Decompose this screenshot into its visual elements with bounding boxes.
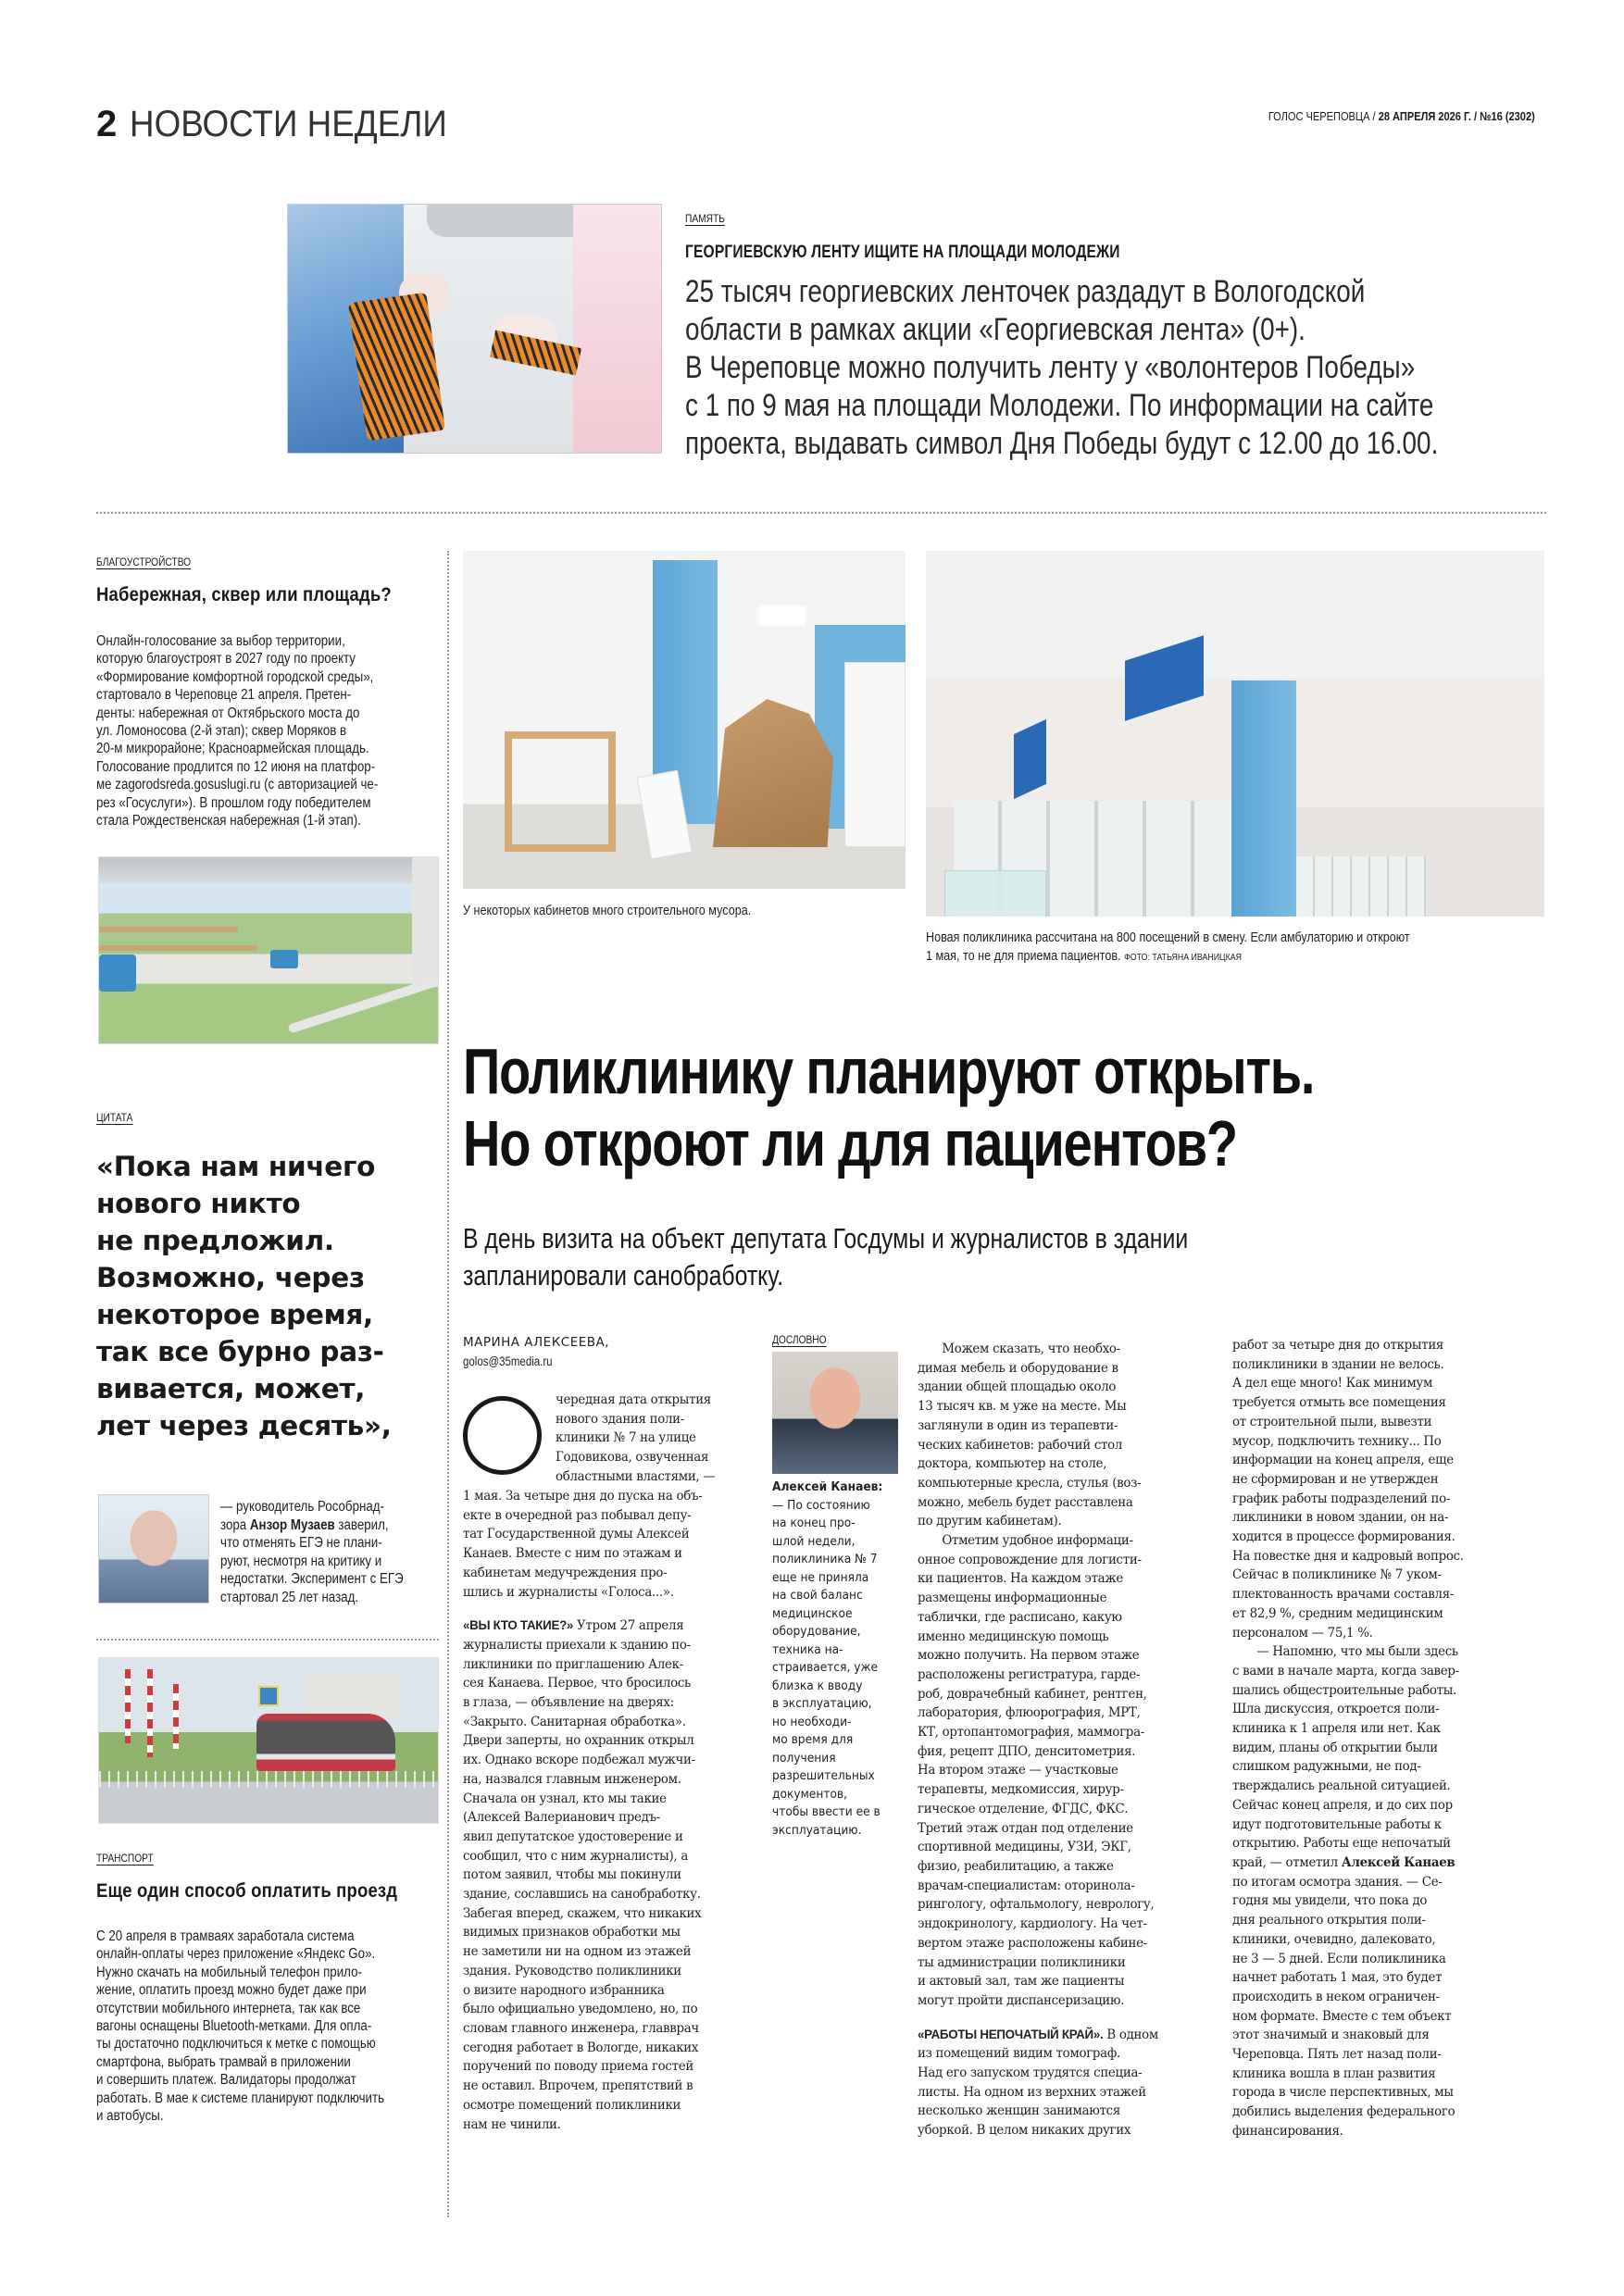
text-line: и актовый зал, там же пациенты (918, 1974, 1125, 1990)
subsection-kicker: «РАБОТЫ НЕПОЧАТЫЙ КРАЙ». (918, 2027, 1104, 2042)
crosswalk-sign (258, 1686, 279, 1706)
tram-photo (98, 1657, 439, 1824)
issue-info: 28 АПРЕЛЯ 2026 Г. / №16 (2302) (1378, 109, 1535, 123)
text-line: 13 тысяч кв. м уже на месте. Мы (918, 1399, 1127, 1415)
drop-cap-letter-o (463, 1396, 542, 1475)
text-line: шлись и журналисты «Голоса...». (463, 1584, 674, 1600)
text-line: по другим кабинетам). (918, 1514, 1062, 1529)
car-background (427, 205, 593, 237)
text-line: фия, рецепт ДПО, денситометрия. (918, 1743, 1136, 1759)
quote-line: не предложил. (96, 1225, 334, 1256)
food-truck (270, 950, 298, 968)
quote-line: получения (772, 1751, 836, 1766)
rubric-verbatim: ДОСЛОВНО (772, 1333, 827, 1346)
body-line: денты: набережная от Октябрьского моста до (96, 705, 360, 721)
clinic-reception-photo (926, 551, 1544, 917)
text-line: лаборатория, флюорография, МРТ, (918, 1705, 1141, 1721)
article-column-4 (1232, 1336, 1464, 2141)
fence (99, 1771, 438, 1788)
quote-line: Возможно, через (96, 1262, 365, 1293)
text-line: гическое отделение, ФГДС, ФКС. (918, 1801, 1129, 1816)
page-number: 2 (96, 104, 117, 144)
bridge-pillar (412, 857, 438, 987)
verbatim-quote (772, 1479, 882, 1840)
caption-text: 1 мая, то не для приема пациентов. (926, 948, 1121, 964)
quote-line: вивается, может, (96, 1373, 366, 1404)
text-line: открытию. Работы еще непочатый (1232, 1836, 1451, 1852)
text-line: видимых признаков обработки мы (463, 1925, 681, 1940)
text-line: таблички, где расписано, какую (918, 1609, 1122, 1625)
text-line: клиника к 1 апреля или нет. Как (1232, 1721, 1441, 1737)
text-line: Забегая вперед, скажем, что никаких (463, 1905, 702, 1921)
direction-sign (1014, 719, 1046, 799)
top-news-lead (685, 273, 1439, 463)
section-divider (96, 512, 1546, 514)
body-line: 20-м микрорайоне; Красноармейская площадь. (96, 741, 369, 757)
text-line: нам не чинили. (463, 2116, 561, 2132)
glass-cabinets (1296, 856, 1426, 917)
text-line: «Закрыто. Санитарная обработка». (463, 1714, 686, 1729)
text-line: не заметили ни на одном из этажей (463, 1944, 692, 1960)
text-line: На втором этаже — участковые (918, 1763, 1118, 1778)
body-line: и автобусы. (96, 2108, 164, 2125)
text-line: видим, планы об открытии были (1232, 1740, 1438, 1755)
quote-line: некоторое время, (96, 1299, 373, 1330)
quote-line: на конец про- (772, 1516, 856, 1530)
quote-line: — По состоянию (772, 1498, 870, 1513)
building (307, 1672, 400, 1718)
body-line: онлайн-оплаты через приложение «Яндекс Go». (96, 1946, 376, 1963)
blue-column (1231, 680, 1296, 917)
rubric-improvement: БЛАГОУСТРОЙСТВО (96, 555, 192, 568)
text-line: уборкой. В целом никаких других (918, 2123, 1131, 2139)
quote-line: близка к вводу (772, 1678, 863, 1693)
construction-debris-photo (463, 551, 906, 889)
text-line: Отметим удобное информаци- (942, 1533, 1133, 1549)
door (844, 662, 906, 847)
text-line (1232, 1853, 1464, 1873)
quote-line: оборудование, (772, 1625, 861, 1639)
text-line: несколько женщин занимаются (918, 2103, 1121, 2119)
text-line: в глаза, — объявление на дверях: (463, 1695, 674, 1711)
text-line: рингологу, офтальмологу, неврологу, (918, 1897, 1155, 1913)
text-line: КТ, ортопантомография, маммогра- (918, 1725, 1144, 1741)
rubric-quote: ЦИТАТА (96, 1111, 133, 1124)
text-line: идут подготовительные работы к (1232, 1816, 1442, 1832)
text-line: 1 мая. За четыре дня до пуска на объ- (463, 1489, 703, 1504)
quote-line: мо время для (772, 1733, 854, 1747)
text-line: именно медицинскую помощь (918, 1628, 1109, 1644)
text-line: здании общей площадью около (918, 1379, 1117, 1395)
attribution-line: руют, несмотря на критику и (220, 1553, 382, 1569)
quote-line: поликлиника № 7 (772, 1553, 878, 1566)
chimney (125, 1669, 131, 1743)
attribution-line: что отменять ЕГЭ не плани- (220, 1535, 382, 1551)
text-line: сея Канаева. Первое, что бросилось (463, 1676, 691, 1691)
text-line: А дел еще много! Как минимум (1232, 1376, 1433, 1391)
chimney (173, 1684, 179, 1749)
body-line: отсутствии мобильного интернета, так как все (96, 2000, 361, 2016)
text-line: размещены информационные (918, 1591, 1107, 1606)
text-line: из помещений видим томограф. (918, 2046, 1120, 2062)
photo1-caption: У некоторых кабинетов много строительного мусора. (463, 903, 752, 918)
text-line: ет 82,9 %, средним медицинским (1232, 1605, 1443, 1621)
text-fragment: Утром 27 апреля (573, 1618, 684, 1634)
text-line: можно получить. На первом этаже (918, 1648, 1140, 1664)
text-line: Сначала он узнал, кто мы такие (463, 1791, 667, 1806)
quote-line: в эксплуатацию, (772, 1697, 872, 1711)
text-line: не оставил. Впрочем, препятствий в (463, 2078, 693, 2094)
speaker-name: Алексей Канаев (1341, 1854, 1455, 1870)
text-line: годня мы увидели, что пока до (1232, 1893, 1428, 1909)
text-line: спортивной медицины, УЗИ, ЭКГ, (918, 1840, 1131, 1855)
transport-title: Еще один способ оплатить проезд (96, 1880, 398, 1902)
quote-line: на свой баланс (772, 1589, 863, 1603)
lead-line: В Череповце можно получить ленту у «волонтеров Победы» (685, 350, 1416, 385)
text-line: сообщил, что с ним журналисты), а (463, 1848, 689, 1864)
text-line: Двери заперты, но охранник открыл (463, 1733, 694, 1749)
text-line: здания. Руководство поликлиники (463, 1963, 681, 1978)
paragraph-gap (463, 1602, 702, 1616)
ribbon-photo (287, 204, 662, 454)
text-line: требуется отмыть все помещения (1232, 1395, 1446, 1411)
text-line: ликлиники по приглашению Алек- (463, 1656, 683, 1672)
text-line: (Алексей Валерианович предъ- (463, 1810, 660, 1826)
text-line: роб, доврачебный кабинет, рентген, (918, 1686, 1147, 1702)
quote-line: «Пока нам ничего (96, 1151, 376, 1182)
section-title: НОВОСТИ НЕДЕЛИ (130, 104, 447, 144)
text-line: могут пройти диспансеризацию. (918, 1992, 1125, 2008)
text-line: осмотре помещений поликлиники (463, 2097, 681, 2113)
text-line: областными властями, — (556, 1468, 716, 1484)
quote-line: так все бурно раз- (96, 1336, 384, 1367)
text-line: мусор, подключить технику... По (1232, 1433, 1442, 1449)
text-line: информации на конец апреля, еще (1232, 1453, 1454, 1468)
text-line: не 3 — 5 дней. Если поликлиника (1232, 1951, 1446, 1966)
quote-line: нового никто (96, 1188, 301, 1219)
text-line: города в числе перспективных, мы (1232, 2085, 1454, 2101)
attribution-text: заверил, (334, 1516, 389, 1533)
body-line: С 20 апреля в трамваях заработала система (96, 1928, 355, 1944)
lead-line: с 1 по 9 мая на площади Молодежи. По информации на сайте (685, 388, 1434, 423)
text-line: от строительной пыли, вывезти (1232, 1414, 1432, 1429)
text-line: на, назвался главным инженером. (463, 1771, 681, 1787)
masthead (1268, 109, 1535, 124)
tram (256, 1714, 395, 1771)
masthead-separator: / (1369, 109, 1379, 123)
text-line: ликлиники в новом здании, он на- (1232, 1510, 1449, 1526)
text-line: Можем сказать, что необхо- (942, 1341, 1120, 1356)
headline-line: Поликлинику планируют открыть. (463, 1035, 1315, 1107)
text-line: этот значимый и знаковый для (1232, 2028, 1430, 2043)
quote-line: медицинское (772, 1606, 853, 1621)
body-line: ме zagorodsreda.gosuslugi.ru (с авторизацией че- (96, 777, 379, 793)
text-line: персоналом — 75,1 %. (1232, 1625, 1373, 1641)
glass-partition (944, 870, 1046, 917)
column-divider (447, 551, 449, 2217)
body-line: «Формирование комфортной городской среды», (96, 668, 374, 685)
text-line: клиники № 7 на улице (556, 1430, 696, 1446)
subsection-kicker: «ВЫ КТО ТАКИЕ?» (463, 1618, 574, 1634)
text-line: — Напомню, что мы были здесь (1256, 1644, 1458, 1660)
food-truck (99, 955, 136, 992)
improvement-title: Набережная, сквер или площадь? (96, 584, 392, 605)
body-line: рез «Госуслуги»). В прошлом году победителем (96, 794, 371, 811)
article-subheadline (463, 1220, 1188, 1294)
improvement-body (96, 632, 439, 830)
terrace (99, 945, 256, 951)
paragraph-gap (918, 2011, 1158, 2026)
text-fragment: край, — отметил (1232, 1854, 1342, 1870)
text-line: явил депутатское удостоверение и (463, 1828, 683, 1844)
caption-line (926, 947, 1447, 967)
body-line: которую благоустроят в 2027 году по проекту (96, 651, 356, 668)
text-line: Годовикова, озвученная (556, 1450, 709, 1466)
text-line: поликлиники в здании не велось. (1232, 1356, 1444, 1372)
text-line: компьютерные кресла, стулья (воз- (918, 1475, 1142, 1491)
text-line: тат Государственной думы Алексей (463, 1527, 690, 1542)
text-line: Канаев. Вместе с ним по этажам и (463, 1546, 682, 1562)
text-line: эндокринологу, кардиологу. На чет- (918, 1916, 1147, 1932)
chimney (147, 1669, 153, 1757)
headline-line: Но откроют ли для пациентов? (463, 1107, 1237, 1179)
text-line: Третий этаж отдан под отделение (918, 1820, 1133, 1836)
top-news-headline: ГЕОРГИЕВСКУЮ ЛЕНТУ ИЩИТЕ НА ПЛОЩАДИ МОЛОДЕЖИ (685, 243, 1120, 262)
quote-line: шлой недели, (772, 1534, 856, 1549)
registry-sign (1125, 635, 1204, 721)
text-line: ном формате. Вместе с тем объект (1232, 2008, 1452, 2024)
kanaev-portrait (772, 1352, 898, 1474)
photo2-caption (926, 929, 1447, 967)
body-line: ул. Ломоносова (2-й этап); сквер Моряков в (96, 723, 347, 740)
text-line: На повестке дня и кадровый вопрос. (1232, 1548, 1464, 1564)
text-line: чередная дата открытия (556, 1392, 711, 1407)
text-line: Над его запуском трудятся специа- (918, 2065, 1143, 2081)
quote-line: лет через десять», (96, 1410, 392, 1441)
text-line: клиники, очевидно, далековато, (1232, 1931, 1436, 1947)
article-column-1 (463, 1487, 702, 2134)
text-line: работ за четыре дня до открытия (1232, 1338, 1444, 1353)
text-line: клиника вошла в план развития (1232, 2065, 1436, 2081)
embankment-render-image (98, 856, 439, 1044)
body-line: ты достаточно подключиться к метке с помощью (96, 2036, 376, 2053)
quote-line: страивается, уже (772, 1661, 879, 1675)
text-line: нового здания поли- (556, 1411, 685, 1427)
body-line: и совершить платеж. Валидаторы продолжат (96, 2072, 356, 2089)
lead-line: проекта, выдавать символ Дня Победы будут с 12.00 до 16.00. (685, 426, 1439, 461)
text-line: кабинетам медучреждения про- (463, 1565, 668, 1580)
text-line: начнет работать 1 мая, это будет (1232, 1970, 1443, 1986)
subhead-line: запланировали санобработку. (463, 1259, 784, 1292)
author-email[interactable]: golos@35media.ru (463, 1354, 553, 1368)
text-line: врачам-специалистам: оторинола- (918, 1878, 1135, 1893)
lead-line: 25 тысяч георгиевских ленточек раздадут в Вологодской (685, 274, 1366, 309)
text-line: здание, сославшись на санобработку. (463, 1887, 701, 1903)
text-line: терапевты, медкомиссия, хирур- (918, 1782, 1124, 1798)
attribution-line: — руководитель Рособрнад- (220, 1499, 384, 1515)
text-line: график работы подразделений по- (1232, 1491, 1451, 1506)
text-line: вертом этаже расположены кабине- (918, 1935, 1147, 1951)
text-line: екте в очередной раз побывал депу- (463, 1507, 692, 1523)
rubric-memory: ПАМЯТЬ (685, 212, 725, 225)
text-line: ческих кабинетов: рабочий стол (918, 1437, 1123, 1453)
quote-line: эксплуатацию. (772, 1823, 862, 1838)
body-line: жение, оплатить проезд можно будет даже при (96, 1982, 367, 1999)
speaker-name: Анзор Музаев (249, 1516, 335, 1533)
section-divider (96, 1639, 439, 1641)
text-line: Череповца. Пять лет назад поли- (1232, 2047, 1442, 2063)
text-line: плектованность врачами составля- (1232, 1587, 1455, 1603)
text-line (918, 2026, 1158, 2045)
publication-name: ГОЛОС ЧЕРЕПОВЦА (1268, 109, 1370, 123)
text-line: тверждались реальной ситуацией. (1232, 1778, 1451, 1794)
article-intro-top (556, 1391, 715, 1487)
text-line: доктора, компьютер на столе, (918, 1456, 1107, 1472)
quote-line: но необходи- (772, 1715, 852, 1729)
quote-text (96, 1148, 439, 1444)
text-line: Сейчас конец апреля, и до сих пор (1232, 1797, 1453, 1813)
terrace (99, 927, 238, 932)
quote-line: еще не приняла (772, 1570, 869, 1585)
body-line: Онлайн-голосование за выбор территории, (96, 633, 345, 649)
article-headline (463, 1035, 1314, 1179)
text-line: поручений по поводу приема гостей (463, 2059, 693, 2075)
text-line: слишком радужными, не под- (1232, 1759, 1421, 1775)
text-line: их. Однако вскоре подбежал мужчи- (463, 1753, 695, 1768)
attribution-line: недостатки. Эксперимент с ЕГЭ (220, 1571, 404, 1587)
attribution-text: зора (220, 1516, 250, 1533)
text-line: шались общестроительные работы. (1232, 1682, 1457, 1698)
rubric-transport: ТРАНСПОРТ (96, 1852, 154, 1865)
body-line: работать. В мае к системе планируют подключить (96, 2090, 385, 2106)
text-line (463, 1616, 702, 1636)
text-fragment: В одном (1103, 2027, 1158, 2042)
body-line: Нужно скачать на мобильный телефон прило- (96, 1964, 362, 1980)
text-line: листы. На одном из верхних этажей (918, 2084, 1146, 2100)
quote-line: техника на- (772, 1642, 843, 1657)
text-line: дня реального открытия поли- (1232, 1913, 1426, 1928)
body-line: смартфона, выбрать трамвай в приложении (96, 2053, 351, 2070)
attribution-line: стартовал 25 лет назад. (220, 1589, 359, 1605)
lead-line: области в рамках акции «Георгиевская лента» (0+). (685, 312, 1305, 347)
text-line: не сформирован и не утвержден (1232, 1471, 1439, 1487)
text-line: ты администрации поликлиники (918, 1954, 1126, 1970)
article-column-3 (918, 1340, 1158, 2140)
text-line: с вами в начале марта, когда завер- (1232, 1663, 1459, 1678)
text-line: онное сопровождение для логисти- (918, 1552, 1142, 1567)
quote-line: документов, (772, 1787, 848, 1802)
text-line: журналисты приехали к зданию по- (463, 1637, 691, 1653)
text-line: димая мебель и оборудование в (918, 1360, 1118, 1376)
text-line: Шла дискуссия, откроется поли- (1232, 1702, 1440, 1717)
quote-attribution (220, 1498, 428, 1606)
text-line: ходится в процессе формирования. (1232, 1529, 1455, 1545)
recipient-figure (573, 205, 661, 454)
text-line: добились выделения федерального (1232, 2104, 1455, 2120)
photo-credit: ФОТО: ТАТЬЯНА ИВАНИЦКАЯ (1124, 952, 1242, 963)
quote-line: разрешительных (772, 1769, 875, 1783)
speaker-name: Алексей Канаев: (772, 1480, 883, 1494)
text-line: расположены регистратура, гарде- (918, 1666, 1141, 1682)
transport-body (96, 1928, 439, 2125)
wooden-crate (505, 731, 616, 852)
caption-line: Новая поликлиника рассчитана на 800 посещений в смену. Если амбулаторию и откроют (926, 930, 1410, 945)
author-name: МАРИНА АЛЕКСЕЕВА, (463, 1335, 610, 1350)
body-line: Голосование продлится по 12 июня на платфор- (96, 758, 376, 775)
text-line: Сейчас в поликлинике № 7 уком- (1232, 1567, 1442, 1583)
bridge-underside (99, 857, 438, 883)
ceiling-light (759, 606, 806, 625)
body-line: стартовало в Череповце 21 апреля. Претен- (96, 687, 352, 704)
attribution-line (220, 1516, 428, 1535)
text-line: словам главного инженера, главврач (463, 2020, 699, 2036)
text-line: финансирования. (1232, 2123, 1343, 2139)
text-line: сегодня работает в Вологде, никаких (463, 2040, 699, 2055)
text-line: потом заявил, чтобы мы покинули (463, 1867, 681, 1883)
muzaev-portrait (98, 1494, 209, 1603)
text-line: о визите народного избранника (463, 1982, 665, 1998)
body-line: стала Рождественская набережная (1-й этап). (96, 813, 361, 830)
text-line: заглянули в один из терапевти- (918, 1417, 1118, 1433)
text-line: по итогам осмотра здания. — Се- (1232, 1874, 1443, 1890)
quote-line: чтобы ввести ее в (772, 1805, 881, 1819)
text-line: происходить в неком ограничен- (1232, 1989, 1440, 2004)
subhead-line: В день визита на объект депутата Госдумы и журналистов в здании (463, 1222, 1189, 1254)
text-line: было официально уведомлено, но, по (463, 2002, 698, 2017)
text-line: ки пациентов. На каждом этаже (918, 1571, 1123, 1587)
body-line: вагоны оснащены Bluetooth-метками. Для опла- (96, 2018, 372, 2035)
text-line: физио, реабилитацию, а также (918, 1858, 1114, 1874)
text-line: можно, мебель будет расставлена (918, 1494, 1133, 1510)
